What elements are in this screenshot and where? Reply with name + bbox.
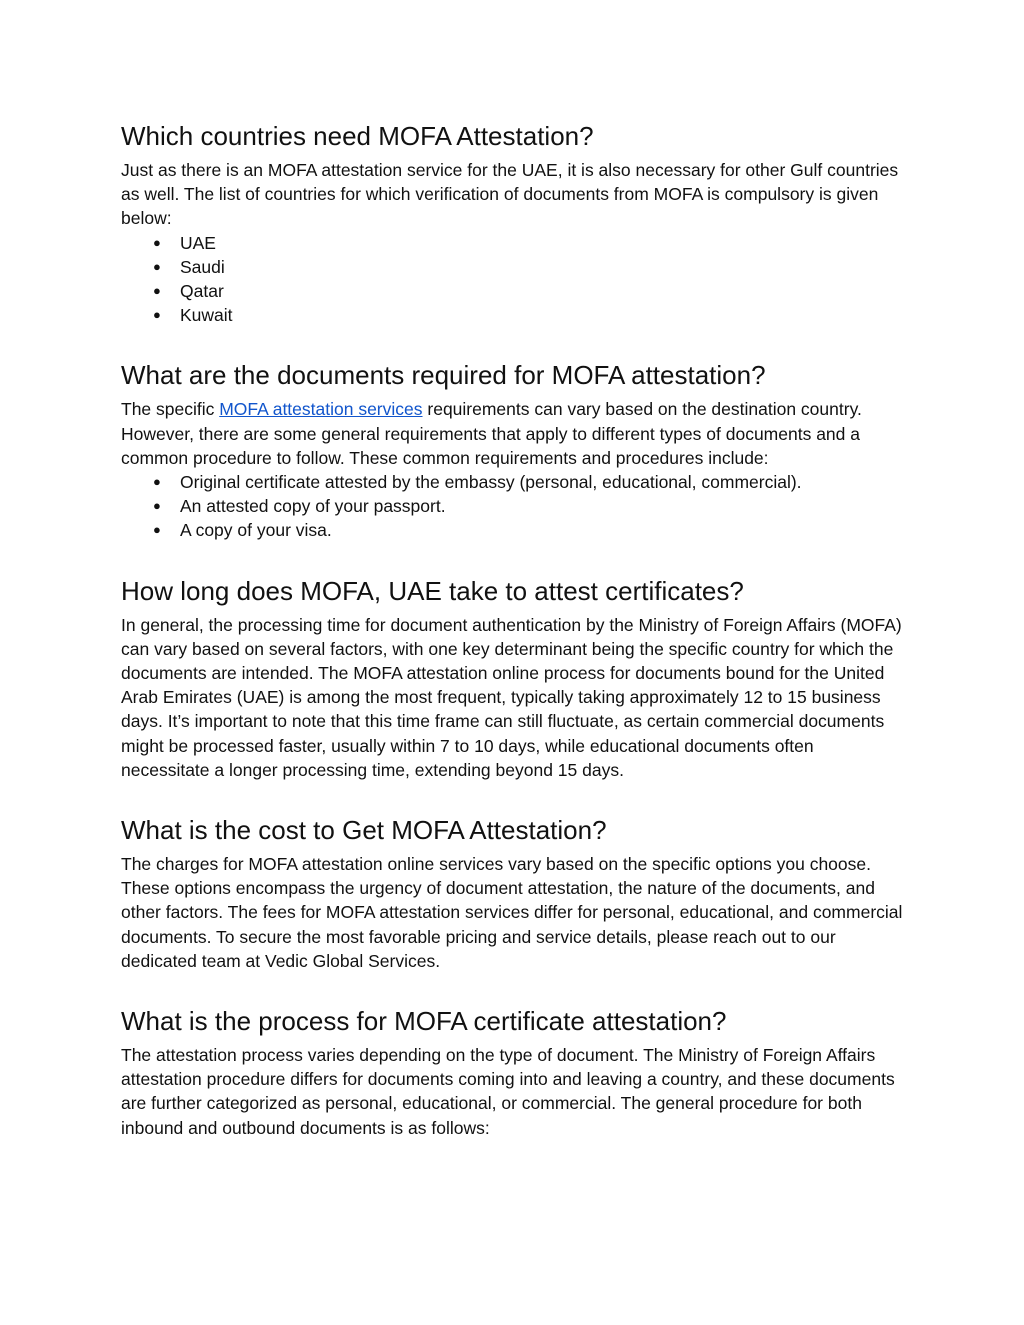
paragraph-countries: Just as there is an MOFA attestation service for the UAE, it is also necessary for other Gulf countries as well. The list of countries for which verification of documents from MOFA is compulsory is given below: [121, 160, 899, 229]
list-item-text: UAE [180, 232, 216, 253]
section-cost [121, 812, 906, 973]
list-item [121, 303, 906, 327]
list-item-text: Saudi [180, 256, 225, 277]
bullet-icon: ● [153, 522, 161, 538]
paragraph-text: The specific [121, 399, 220, 420]
documents-list [121, 470, 906, 543]
list-item [121, 231, 906, 255]
list-item-text: Original certificate attested by the embassy (personal, educational, commercial). [180, 472, 802, 493]
mofa-services-link[interactable]: MOFA attestation services [219, 399, 423, 420]
paragraph-duration: In general, the processing time for document authentication by the Ministry of Foreign Affairs (MOFA) can vary based on several factors, with one key determinant being the specific country for which the documents are intended. The MOFA attestation online process for documents bound for the United Arab Emirates (UAE) is among the most frequent, typically taking approximately 12 to 15 business days. It’s important to note that this time frame can still fluctuate, as certain commercial documents might be processed faster, usually within 7 to 10 days, while educational documents often necessitate a longer processing time, extending beyond 15 days. [121, 614, 902, 780]
heading-documents: What are the documents required for MOFA attestation? [121, 360, 766, 391]
paragraph-cost: The charges for MOFA attestation online services vary based on the specific options you choose. These options encompass the urgency of document attestation, the nature of the documents, and other factors. The fees for MOFA attestation services differ for personal, educational, and commercial documents. To secure the most favorable pricing and service details, please reach out to our dedicated team at Vedic Global Services. [121, 854, 903, 971]
bullet-icon: ● [153, 498, 161, 514]
list-item [121, 279, 906, 303]
list-item [121, 518, 906, 542]
section-process [121, 1003, 906, 1140]
paragraph-documents [121, 397, 906, 470]
section-countries [121, 118, 906, 327]
list-item-text: Qatar [180, 281, 224, 302]
heading-process: What is the process for MOFA certificate attestation? [121, 1006, 727, 1037]
heading-duration: How long does MOFA, UAE take to attest certificates? [121, 575, 744, 606]
list-item [121, 494, 906, 518]
list-item [121, 470, 906, 494]
bullet-icon: ● [153, 307, 161, 323]
list-item [121, 255, 906, 279]
heading-countries: Which countries need MOFA Attestation? [121, 121, 594, 151]
paragraph-text: requirements can vary based on the destination country. However, there are some general requirements that apply to different types of documents and a common procedure to follow. These common requirements and procedures include: [121, 399, 862, 468]
section-documents [121, 357, 906, 542]
paragraph-process: The attestation process varies depending on the type of document. The Ministry of Foreign Affairs attestation procedure differs for documents coming into and leaving a country, and these documents are further categorized as personal, educational, or commercial. The general procedure for both inbound and outbound documents is as follows: [121, 1045, 895, 1138]
section-duration [121, 573, 906, 782]
bullet-icon: ● [153, 474, 161, 490]
list-item-text: Kuwait [180, 305, 233, 326]
bullet-icon: ● [153, 234, 161, 250]
bullet-icon: ● [153, 258, 161, 274]
heading-cost: What is the cost to Get MOFA Attestation? [121, 815, 607, 846]
bullet-icon: ● [153, 283, 161, 299]
country-list [121, 231, 906, 328]
list-item-text: A copy of your visa. [180, 520, 332, 541]
list-item-text: An attested copy of your passport. [180, 496, 446, 517]
